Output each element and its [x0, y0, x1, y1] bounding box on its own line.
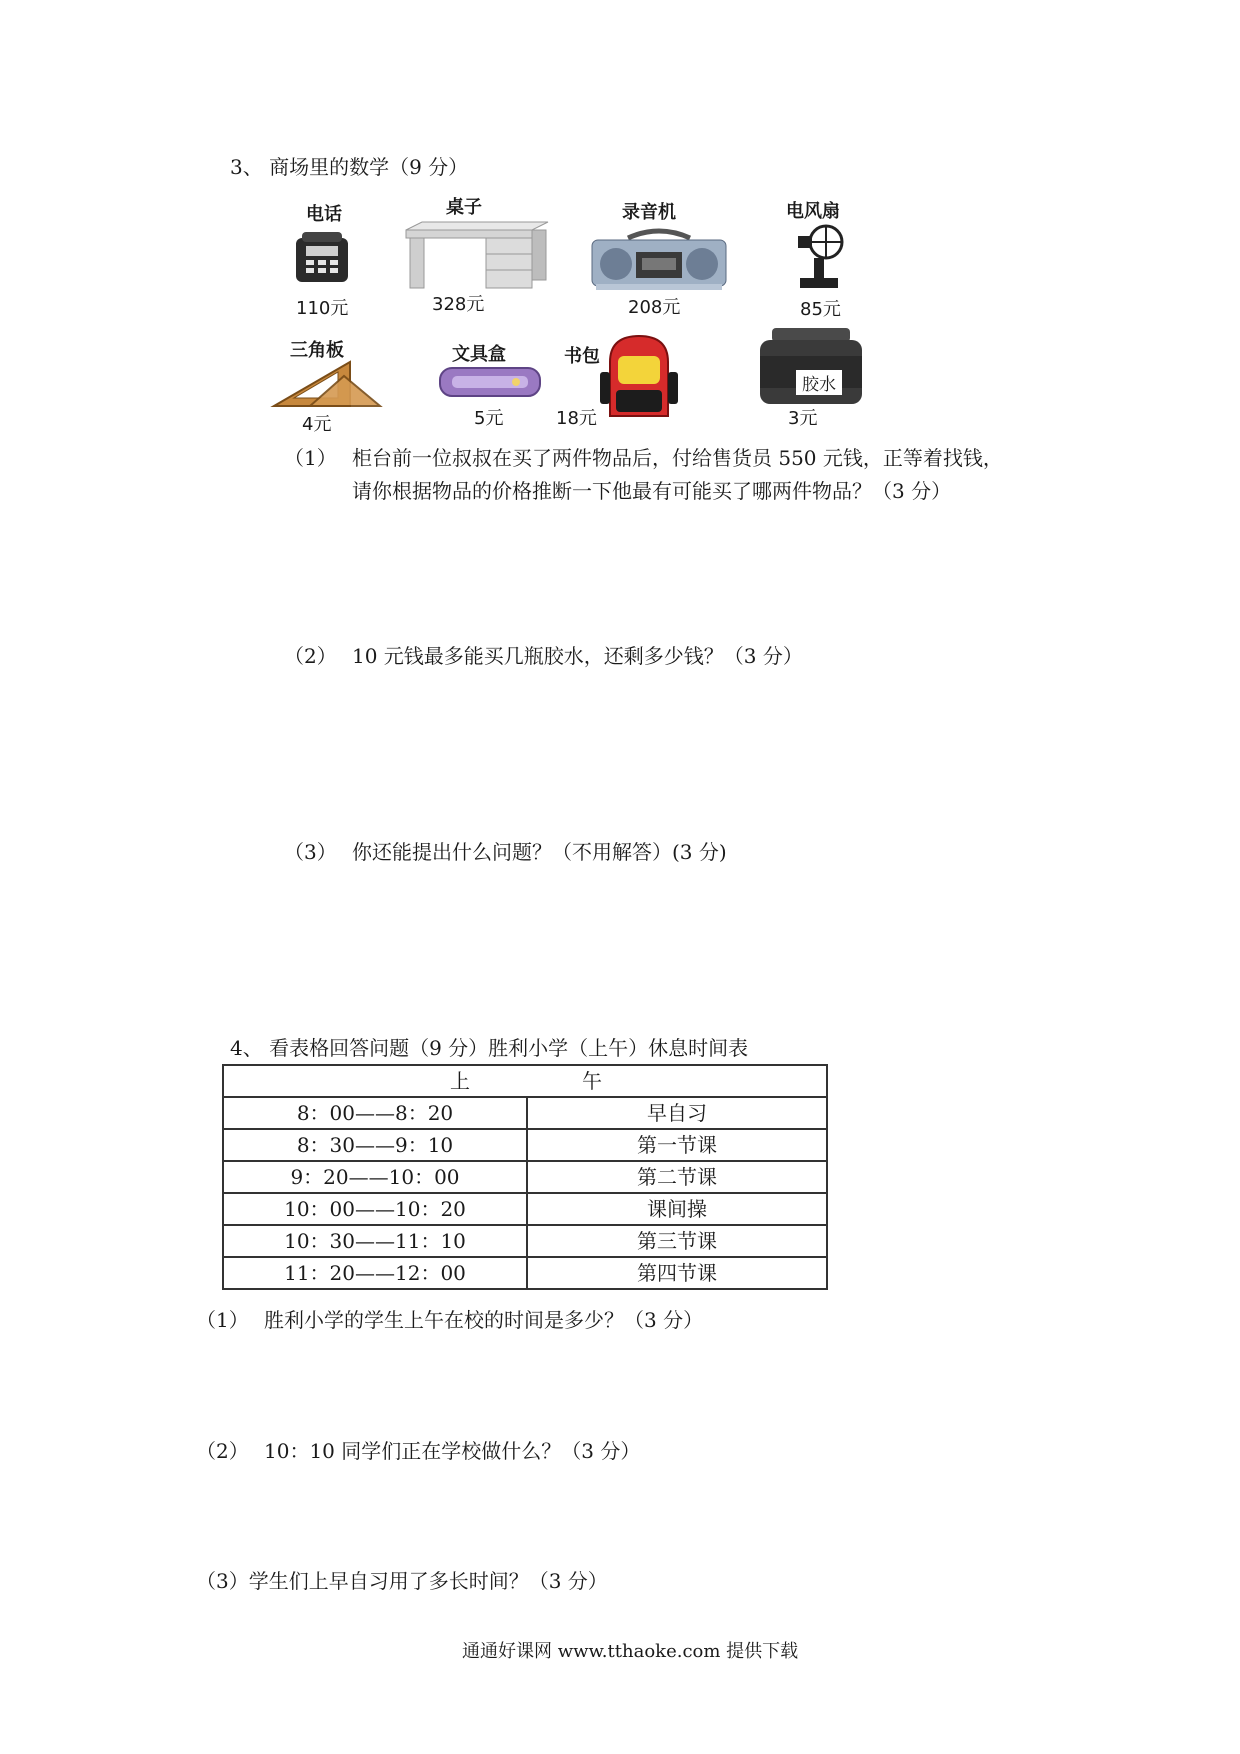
- table-row: [223, 1257, 827, 1289]
- item-label-set-square: 三角板: [290, 340, 344, 361]
- item-label-pencil-box: 文具盒: [452, 344, 506, 365]
- item-label-glue: 胶水: [796, 370, 842, 395]
- table-row: [223, 1097, 827, 1129]
- table-row: [223, 1193, 827, 1225]
- s3-q1-number: （1）: [284, 446, 337, 470]
- s4-q3-text: （3）学生们上早自习用了多长时间？（3 分）: [196, 1569, 608, 1593]
- header-shang: 上: [450, 1069, 470, 1093]
- time-cell: 10：00——10：20: [223, 1193, 527, 1225]
- s3-q2-text: 10 元钱最多能买几瓶胶水，还剩多少钱？（3 分）: [352, 644, 803, 668]
- s3-q3-number: （3）: [284, 840, 337, 864]
- activity-cell: 早自习: [527, 1097, 827, 1129]
- activity-cell: 第四节课: [527, 1257, 827, 1289]
- time-cell: 11：20——12：00: [223, 1257, 527, 1289]
- activity-cell: 课间操: [527, 1193, 827, 1225]
- item-price-fan: 85元: [800, 299, 841, 320]
- s4-q1-text: 胜利小学的学生上午在校的时间是多少？（3 分）: [264, 1308, 704, 1332]
- table-row: [223, 1129, 827, 1161]
- electric-fan-icon: [790, 222, 850, 294]
- section-4-title: 4、 看表格回答问题（9 分）胜利小学（上午）休息时间表: [230, 1036, 749, 1060]
- item-price-glue: 3元: [788, 408, 818, 429]
- item-label-school-bag: 书包: [564, 346, 600, 367]
- activity-cell: 第二节课: [527, 1161, 827, 1193]
- item-price-pencil-box: 5元: [474, 408, 504, 429]
- item-price-desk: 328元: [432, 294, 485, 315]
- item-price-school-bag: 18元: [556, 408, 597, 429]
- item-price-telephone: 110元: [296, 298, 349, 319]
- time-cell: 8：00——8：20: [223, 1097, 527, 1129]
- table-row: [223, 1225, 827, 1257]
- section-3-title: 3、 商场里的数学（9 分）: [230, 155, 469, 179]
- desk-icon: [402, 220, 550, 292]
- item-price-set-square: 4元: [302, 414, 332, 435]
- item-label-fan: 电风扇: [786, 201, 840, 222]
- s3-q2-number: （2）: [284, 644, 337, 668]
- time-cell: 10：30——11：10: [223, 1225, 527, 1257]
- telephone-icon: [294, 228, 352, 286]
- table-header-cell: [223, 1065, 827, 1097]
- table-header-row: [223, 1065, 827, 1097]
- time-cell: 8：30——9：10: [223, 1129, 527, 1161]
- radio-cassette-icon: [588, 228, 730, 292]
- activity-cell: 第三节课: [527, 1225, 827, 1257]
- item-label-telephone: 电话: [306, 204, 342, 225]
- set-square-icon: [270, 358, 390, 410]
- s4-q2-number: （2）: [196, 1439, 249, 1463]
- s3-q1-line2: 请你根据物品的价格推断一下他最有可能买了哪两件物品？（3 分）: [352, 479, 952, 503]
- s4-q1-number: （1）: [196, 1308, 249, 1332]
- activity-cell: 第一节课: [527, 1129, 827, 1161]
- item-price-radio: 208元: [628, 297, 681, 318]
- time-cell: 9：20——10：00: [223, 1161, 527, 1193]
- page-footer: 通通好课网 www.tthaoke.com 提供下载: [462, 1641, 799, 1662]
- schedule-table: [222, 1064, 828, 1290]
- s3-q3-text: 你还能提出什么问题？（不用解答）(3 分): [352, 840, 727, 864]
- pencil-box-icon: [438, 364, 544, 400]
- s3-q1-line1: 柜台前一位叔叔在买了两件物品后，付给售货员 550 元钱，正等着找钱，: [352, 446, 1003, 470]
- item-label-desk: 桌子: [446, 197, 482, 218]
- table-row: [223, 1161, 827, 1193]
- item-label-radio: 录音机: [622, 202, 676, 223]
- header-wu: 午: [582, 1069, 602, 1093]
- school-bag-icon: [596, 332, 682, 424]
- s4-q2-text: 10：10 同学们正在学校做什么？（3 分）: [264, 1439, 641, 1463]
- glue-bottle-icon: [756, 326, 866, 408]
